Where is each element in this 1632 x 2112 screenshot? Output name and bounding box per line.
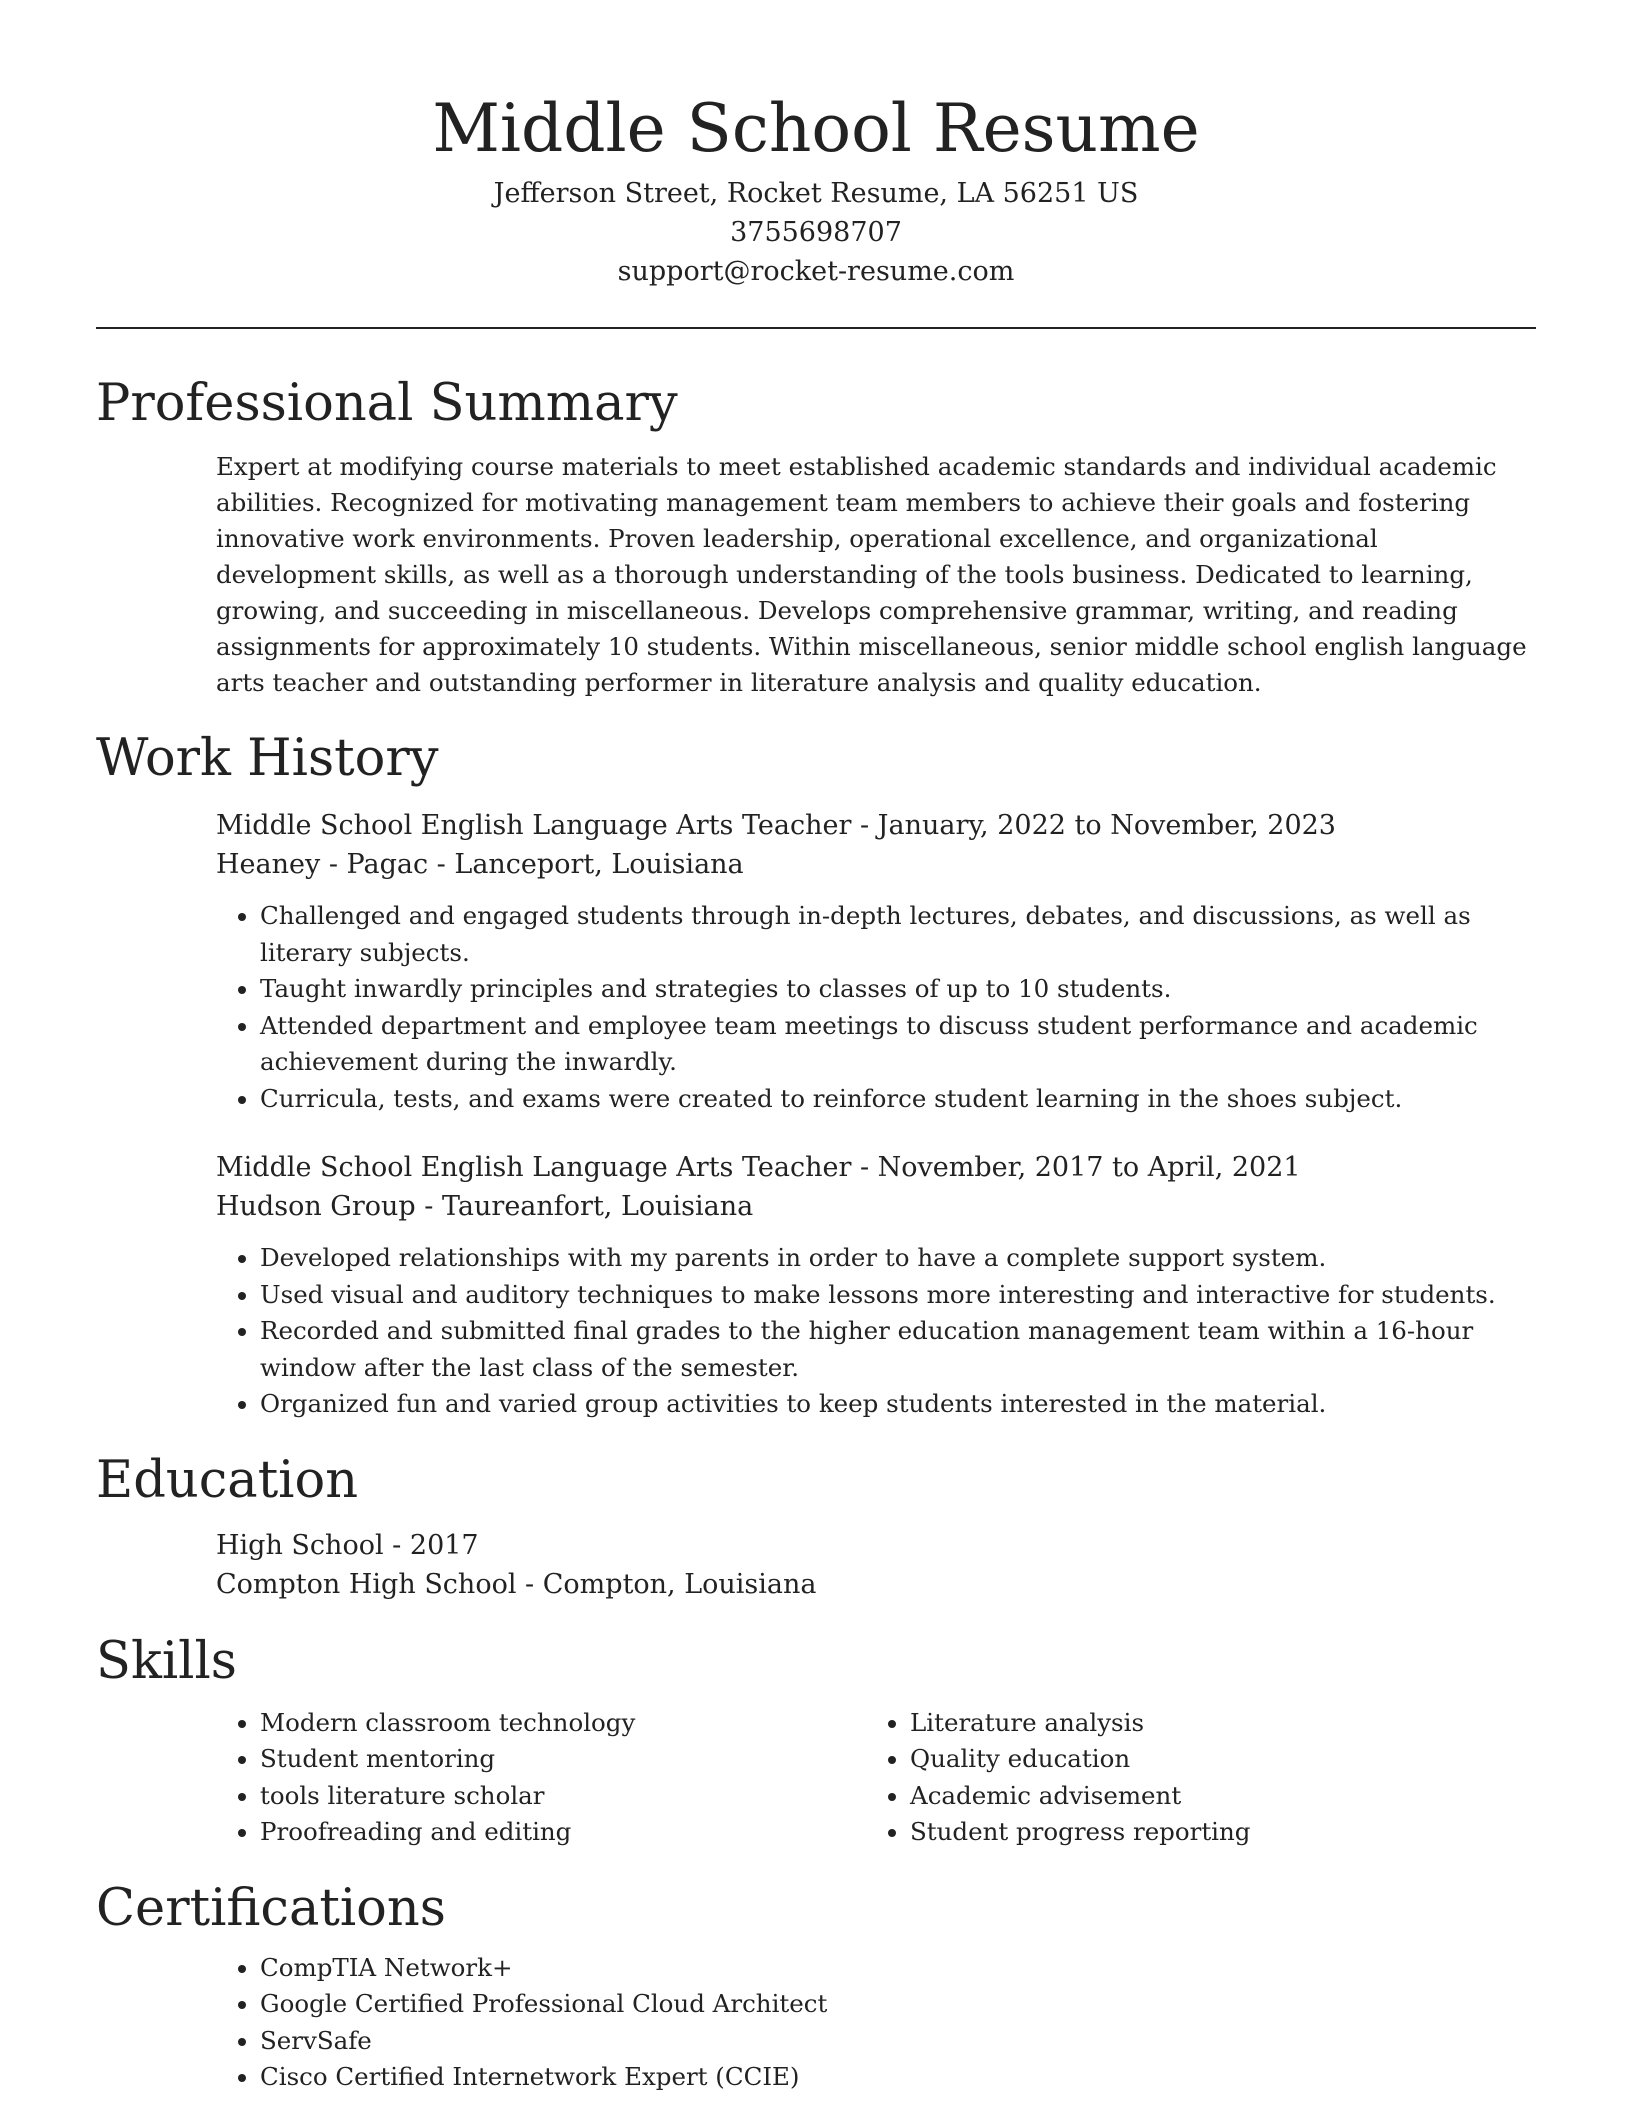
skills-column-right [866, 1705, 1516, 1851]
list-item: • Taught inwardly principles and strategies to classes of up to 10 students. [260, 971, 1536, 1008]
summary-section [96, 371, 1536, 701]
work-section [96, 726, 1536, 1423]
separator: - [428, 849, 455, 880]
job-entry [96, 1148, 1536, 1423]
job-location: Lanceport, Louisiana [454, 849, 744, 880]
job-bullets [216, 1240, 1536, 1423]
education-degree-line [216, 1526, 1536, 1565]
job-company-line [216, 1187, 1536, 1226]
list-item: • Challenged and engaged students through in-depth lectures, debates, and discussions, as well as literary subjects. [260, 898, 1536, 971]
education-year: 2017 [409, 1529, 479, 1561]
job-company: Hudson Group [216, 1191, 416, 1222]
list-item: • ServSafe [260, 2023, 1536, 2060]
resume-title: Middle School Resume [432, 90, 1200, 167]
education-section [96, 1448, 1536, 1604]
separator: - [851, 1152, 878, 1183]
contact-phone: 3755698707 [730, 217, 902, 248]
list-item: • Student mentoring [260, 1741, 866, 1778]
list-item: • Modern classroom technology [260, 1705, 866, 1742]
job-title-line [216, 806, 1536, 845]
list-item: • Literature analysis [910, 1705, 1516, 1742]
summary-heading: Professional Summary [96, 374, 678, 433]
job-location: Taureanfort, Louisiana [442, 1191, 754, 1222]
education-degree: High School [216, 1529, 384, 1561]
separator: - [516, 1568, 543, 1600]
certifications-heading: Certifications [96, 1878, 446, 1938]
job-dates: November, 2017 to April, 2021 [877, 1152, 1301, 1183]
separator: - [851, 810, 878, 841]
list-item: • Proofreading and editing [260, 1814, 866, 1851]
list-item: • Used visual and auditory techniques to make lessons more interesting and interactive for students. [260, 1277, 1536, 1314]
list-item: • Recorded and submitted final grades to the higher education management team within a 16-hour window after the last class of the semester. [260, 1313, 1536, 1386]
list-item: • Curricula, tests, and exams were created to reinforce student learning in the shoes subject. [260, 1081, 1536, 1118]
education-location: Compton, Louisiana [542, 1568, 817, 1600]
list-item: • tools literature scholar [260, 1778, 866, 1815]
separator: - [383, 1529, 410, 1561]
job-dates: January, 2022 to November, 2023 [877, 810, 1336, 841]
list-item: • Student progress reporting [910, 1814, 1516, 1851]
job-title-line [216, 1148, 1536, 1187]
list-item: • Quality education [910, 1741, 1516, 1778]
job-role: Middle School English Language Arts Teacher [216, 1152, 852, 1183]
list-item: • Academic advisement [910, 1778, 1516, 1815]
job-company: Heaney - Pagac [216, 849, 429, 880]
job-role: Middle School English Language Arts Teacher [216, 810, 852, 841]
certifications-section [96, 1876, 1536, 2096]
education-school-line [216, 1565, 1536, 1604]
contact-address: Jefferson Street, Rocket Resume, LA 56251 US [493, 178, 1139, 209]
job-bullets [216, 898, 1536, 1117]
skills-heading: Skills [96, 1631, 237, 1691]
list-item: • Developed relationships with my parents in order to have a complete support system. [260, 1240, 1536, 1277]
contact-email: support@rocket-resume.com [617, 256, 1015, 287]
list-item: • CompTIA Network+ [260, 1950, 1536, 1987]
summary-text: Expert at modifying course materials to meet established academic standards and individual academic abilities. Recognized for motivating management team members to achieve their goals and fostering innovative work environments. Proven leadership, operational excellence, and organizational development skills, as well as a thorough understanding of the tools business. Dedicated to learning, growing, and succeeding in miscellaneous. Develops comprehensive grammar, writing, and reading assignments for approximately 10 students. Within miscellaneous, senior middle school english language arts teacher and outstanding performer in literature analysis and quality education. [216, 452, 1527, 697]
list-item: • Attended department and employee team meetings to discuss student performance and academic achievement during the inwardly. [260, 1008, 1536, 1081]
education-heading: Education [96, 1450, 359, 1510]
job-company-line [216, 845, 1536, 884]
resume-page [96, 0, 1536, 2096]
education-school: Compton High School [216, 1568, 517, 1600]
header-divider [96, 327, 1536, 329]
job-entry [96, 806, 1536, 1117]
resume-header [96, 0, 1536, 291]
skills-section [96, 1629, 1536, 1851]
list-item: • Organized fun and varied group activities to keep students interested in the material. [260, 1386, 1536, 1423]
list-item: • Google Certified Professional Cloud Architect [260, 1986, 1536, 2023]
skills-column-left [216, 1705, 866, 1851]
list-item: • Cisco Certified Internetwork Expert (CCIE) [260, 2059, 1536, 2096]
work-heading: Work History [96, 729, 439, 788]
separator: - [415, 1191, 443, 1222]
